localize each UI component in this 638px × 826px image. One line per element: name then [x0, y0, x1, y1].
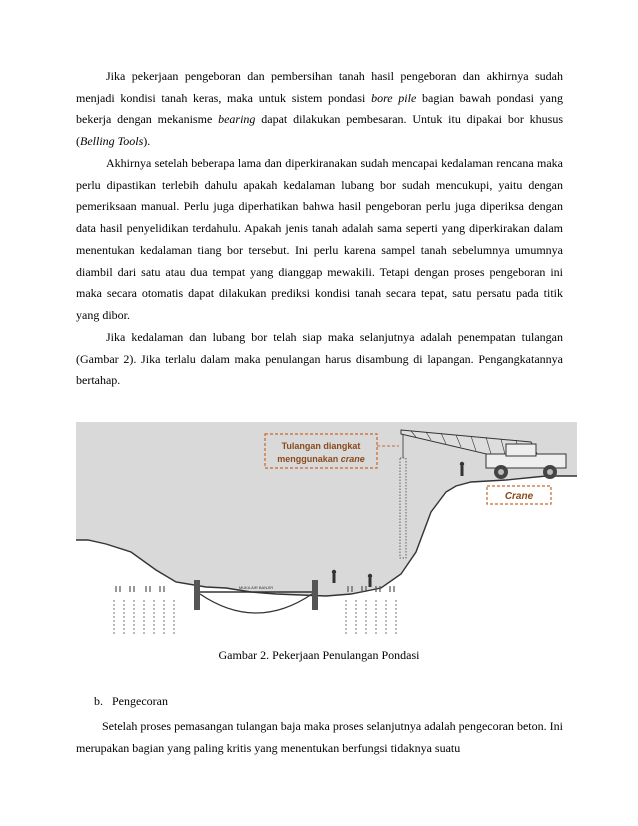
figure-illustration [76, 422, 577, 636]
worker-top [460, 462, 464, 476]
callout-text-run: menggunakan [277, 454, 341, 464]
figure-reinforcement-crane [76, 422, 577, 636]
callout-line-2 [277, 454, 365, 464]
text-run: dapat dilakukan pembesaran. Untuk itu dipakai bor khusus ( [76, 112, 563, 149]
italic-term: bore pile [371, 90, 417, 105]
paragraph-1 [76, 66, 563, 153]
text-run: bagian bawah pondasi yang bekerja dengan mekanisme [76, 90, 563, 127]
crane [401, 430, 566, 479]
rebar-cage [400, 430, 406, 558]
workers-bottom [332, 570, 372, 587]
beam-label: MUKA AIR BANJIR [238, 585, 274, 590]
text-run: ). [143, 134, 151, 149]
list-marker: b. [94, 694, 103, 708]
figure-caption: Gambar 2. Pekerjaan Penulangan Pondasi [218, 648, 420, 662]
callout-line-1: Tulangan diangkat [281, 441, 361, 451]
subsection-heading [94, 694, 168, 709]
text-run: Setelah proses pemasangan tulangan baja maka proses selanjutnya adalah pengecoran beton. Ini merupakan bagian yang paling kritis yang menentukan berfungsi tidaknya suatu [76, 719, 563, 755]
text-run: Jika pekerjaan pengeboran dan pembersihan tanah hasil pengeboran dan akhirnya sudah menjadi kondisi tanah keras, maka untuk sistem pondasi [76, 69, 563, 105]
soil-ground [76, 476, 577, 636]
text-run: Akhirnya setelah beberapa lama dan diperkiranakan sudah mencapai kedalaman rencana maka perlu dipastikan terlebih dahulu apakah kedalaman lubang bor sudah mencukupi, yaitu dengan pemeriksaan manual. Perlu juga diperhatikan bahwa hasil pengeboran perlu juga diperiksa dengan data hasil penyelidikan terdahulu. Apakah jenis tanah adalah sama seperti yang diperkirakan dalam menentukan kedalaman tiang bor tersebut. Ini perlu karena sampel tanah sebelumnya umumnya diambil dari satu atau dua tempat yang dianggap mewakili. Tetapi dengan proses pengeboran ini maka secara otomatis dapat dilakukan prediksi kondisi tanah secara tepat, satu persatu pada titik yang dibor. [76, 156, 563, 322]
callout-italic-run: crane [340, 454, 365, 464]
italic-term: Belling Tools [80, 134, 144, 149]
crane-label: Crane [504, 491, 534, 502]
italic-term: bearing [218, 112, 256, 127]
paragraph-3 [76, 327, 563, 392]
paragraph-4 [76, 716, 563, 759]
paragraph-2 [76, 153, 563, 327]
text-run: Jika kedalaman dan lubang bor telah siap maka selanjutnya adalah penempatan tulangan (Gambar 2). Jika terlalu dalam maka penulangan harus disambung di lapangan. Pengangkatannya bertahap. [76, 330, 563, 388]
subsection-title: Pengecoran [112, 694, 168, 708]
